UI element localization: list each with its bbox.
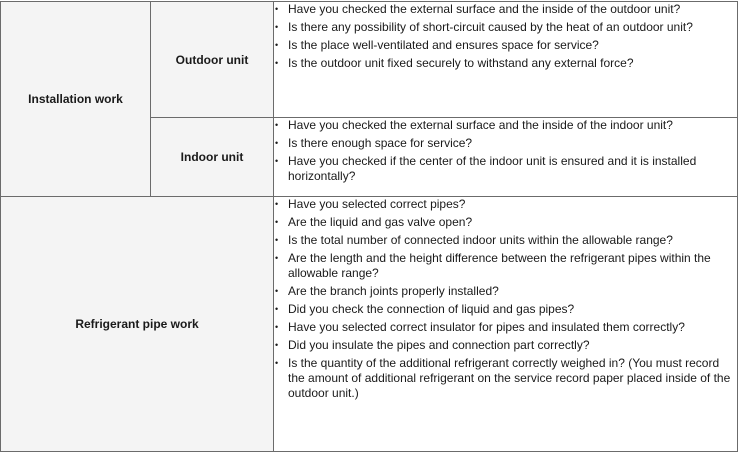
list-item [274, 233, 737, 248]
list-item-text: Did you check the connection of liquid and gas pipes? [288, 302, 575, 316]
subcategory-indoor-unit: Indoor unit [151, 118, 274, 197]
list-item-text: Is the outdoor unit fixed securely to withstand any external force? [288, 56, 634, 70]
list-item [274, 320, 737, 335]
list-item-text: Is the quantity of the additional refrigerant correctly weighed in? (You must record the amount of additional refrigerant on the service record paper placed inside of the outdoor unit.) [288, 356, 731, 400]
list-item [274, 118, 737, 133]
list-item [274, 356, 737, 401]
category-refrigerant-pipe-work: Refrigerant pipe work [1, 197, 274, 452]
list-item-text: Have you selected correct pipes? [288, 197, 466, 211]
list-item-text: Is there enough space for service? [288, 136, 473, 150]
bullet-icon: • [275, 4, 279, 14]
subcategory-outdoor-unit: Outdoor unit [151, 2, 274, 118]
list-item-text: Is there any possibility of short-circuit caused by the heat of an outdoor unit? [288, 20, 693, 34]
list-item [274, 215, 737, 230]
checklist-items [274, 197, 737, 401]
list-item [274, 56, 737, 71]
bullet-icon: • [275, 120, 279, 130]
bullet-icon: • [275, 253, 279, 263]
list-item [274, 154, 737, 184]
list-item [274, 302, 737, 317]
refrigerant-pipe-checklist [274, 197, 738, 452]
bullet-icon: • [275, 217, 279, 227]
list-item-text: Have you selected correct insulator for pipes and insulated them correctly? [288, 320, 685, 334]
checklist-items [274, 2, 737, 71]
list-item-text: Did you insulate the pipes and connection part correctly? [288, 338, 590, 352]
bullet-icon: • [275, 286, 279, 296]
list-item [274, 2, 737, 17]
list-item-text: Is the place well-ventilated and ensures space for service? [288, 38, 599, 52]
bullet-icon: • [275, 22, 279, 32]
list-item-text: Is the total number of connected indoor units within the allowable range? [288, 233, 673, 247]
list-item-text: Have you checked the external surface and the inside of the indoor unit? [288, 118, 673, 132]
list-item-text: Are the liquid and gas valve open? [288, 215, 473, 229]
list-item [274, 284, 737, 299]
list-item [274, 38, 737, 53]
bullet-icon: • [275, 304, 279, 314]
table-row [1, 197, 738, 452]
installation-checklist-table [0, 1, 738, 452]
list-item [274, 251, 737, 281]
bullet-icon: • [275, 58, 279, 68]
bullet-icon: • [275, 235, 279, 245]
list-item-text: Have you checked if the center of the indoor unit is ensured and it is installed horizontally? [288, 154, 697, 183]
bullet-icon: • [275, 322, 279, 332]
table-row [1, 2, 738, 118]
bullet-icon: • [275, 156, 279, 166]
indoor-unit-checklist [274, 118, 738, 197]
list-item [274, 20, 737, 35]
list-item-text: Are the length and the height difference between the refrigerant pipes within the allowable range? [288, 251, 711, 280]
list-item [274, 136, 737, 151]
bullet-icon: • [275, 358, 279, 368]
list-item-text: Are the branch joints properly installed? [288, 284, 499, 298]
checklist-items [274, 118, 737, 184]
list-item [274, 338, 737, 353]
outdoor-unit-checklist [274, 2, 738, 118]
bullet-icon: • [275, 199, 279, 209]
bullet-icon: • [275, 40, 279, 50]
list-item [274, 197, 737, 212]
bullet-icon: • [275, 340, 279, 350]
list-item-text: Have you checked the external surface and the inside of the outdoor unit? [288, 2, 681, 16]
bullet-icon: • [275, 138, 279, 148]
category-installation-work: Installation work [1, 2, 151, 197]
